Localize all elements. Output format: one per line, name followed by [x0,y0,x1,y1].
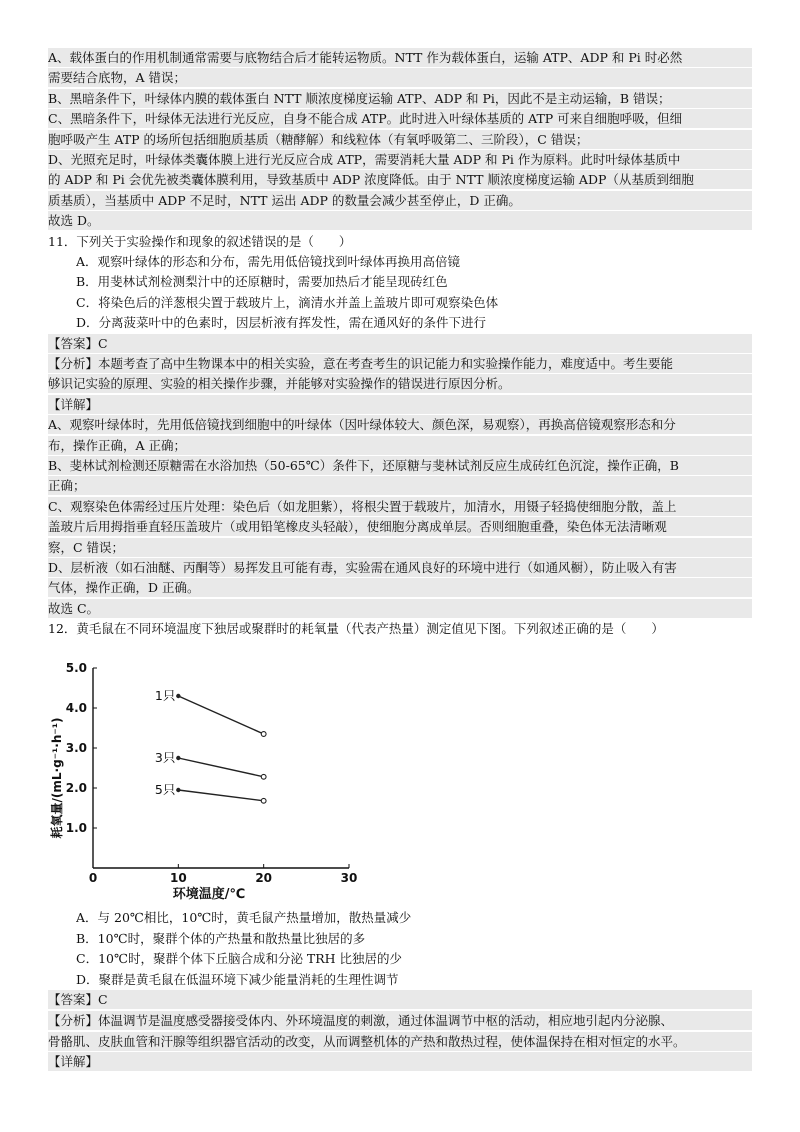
text-line: A、观察叶绿体时，先用低倍镜找到细胞中的叶绿体（因叶绿体较大、颜色深，易观察），再换高倍镜观察形态和分 [48,415,752,434]
y-tick-label: 5.0 [65,661,87,675]
data-point [261,774,266,779]
text-line: B．10℃时，聚群个体的产热量和散热量比独居的多 [76,930,366,946]
series-label: 1只 [154,688,176,703]
text-line: B、斐林试剂检测还原糖需在水浴加热（50-65℃）条件下，还原糖与斐林试剂反应生成砖红色沉淀，操作正确，B [48,456,752,475]
text-line: 故选 C。 [48,599,752,618]
text-line: 盖玻片后用拇指垂直轻压盖玻片（或用铅笔橡皮头轻敲），使细胞分离成单层。否则细胞重叠，染色体无法清晰观 [48,517,752,536]
text-line: 12．黄毛鼠在不同环境温度下独居或聚群时的耗氧量（代表产热量）测定值见下图。下列叙述正确的是（ ） [48,621,664,637]
series-label: 5只 [154,782,176,797]
data-point [261,732,266,737]
series-line [178,790,263,801]
text-line: B、黑暗条件下，叶绿体内膜的载体蛋白 NTT 顺浓度梯度运输 ATP、ADP 和 Pi，因此不是主动运输，B 错误； [48,89,752,108]
x-axis-label: 环境温度/℃ [172,887,246,902]
text-line: 察，C 错误； [48,538,752,557]
y-tick-label: 1.0 [65,821,87,835]
text-line: D．分离菠菜叶中的色素时，因层析液有挥发性，需在通风好的条件下进行 [76,315,487,331]
text-line: 的 ADP 和 Pi 会优先被类囊体膜利用，导致基质中 ADP 浓度降低。由于 NTT 顺浓度梯度运输 ADP（从基质到细胞 [48,170,752,189]
x-tick-label: 10 [169,871,187,885]
y-axis-label: 耗氧量/(mL·g⁻¹·h⁻¹) [50,717,64,839]
series-line [178,758,263,777]
text-line: 故选 D。 [48,211,752,230]
x-tick-label: 30 [340,871,358,885]
text-line: 【答案】C [48,334,752,353]
x-tick-label: 0 [88,871,98,885]
text-line: 胞呼吸产生 ATP 的场所包括细胞质基质（糖酵解）和线粒体（有氧呼吸第二、三阶段），C 错误； [48,130,752,149]
text-line: 11．下列关于实验操作和现象的叙述错误的是（ ） [48,233,352,249]
text-line: D、层析液（如石油醚、丙酮等）易挥发且可能有毒，实验需在通风良好的环境中进行（如通风橱），防止吸入有害 [48,558,752,577]
y-tick-label: 3.0 [65,741,87,755]
text-line: 需要结合底物，A 错误； [48,68,752,87]
series-line [178,696,263,734]
text-line: D、光照充足时，叶绿体类囊体膜上进行光反应合成 ATP，需要消耗大量 ADP 和 Pi 作为原料。此时叶绿体基质中 [48,150,752,169]
text-line: C、观察染色体需经过压片处理：染色后（如龙胆紫），将根尖置于载玻片，加清水，用镊子轻捣使细胞分散，盖上 [48,497,752,516]
chart-svg [48,654,368,904]
text-line: 【详解】 [48,395,752,414]
text-line: D．聚群是黄毛鼠在低温环境下减少能量消耗的生理性调节 [76,971,399,987]
data-point [176,756,180,760]
data-point [176,694,180,698]
text-line: A．与 20℃相比，10℃时，黄毛鼠产热量增加，散热量减少 [76,910,412,925]
text-line: 【分析】体温调节是温度感受器接受体内、外环境温度的刺激，通过体温调节中枢的活动，相应地引起内分泌腺、 [48,1011,752,1030]
data-point [176,788,180,792]
y-tick-label: 2.0 [65,781,87,795]
text-line: C、黑暗条件下，叶绿体无法进行光反应，自身不能合成 ATP。此时进入叶绿体基质的 ATP 可来自细胞呼吸，但细 [48,109,752,128]
text-line: 【答案】C [48,990,752,1009]
text-line: 正确； [48,476,752,495]
text-line: 够识记实验的原理、实验的相关操作步骤，并能够对实验操作的错误进行原因分析。 [48,374,752,393]
text-line: A．观察叶绿体的形态和分布，需先用低倍镜找到叶绿体再换用高倍镜 [76,254,461,269]
oxygen-consumption-chart [48,654,368,904]
text-line: 【详解】 [48,1052,752,1071]
y-tick-label: 4.0 [65,701,87,715]
text-line: 质基质），当基质中 ADP 不足时，NTT 运出 ADP 的数量会减少甚至停止，D 正确。 [48,191,752,210]
text-line: 骨骼肌、皮肤血管和汗腺等组织器官活动的改变，从而调整机体的产热和散热过程，使体温保持在相对恒定的水平。 [48,1032,752,1051]
text-line: 【分析】本题考查了高中生物课本中的相关实验，意在考查考生的识记能力和实验操作能力，难度适中。考生要能 [48,354,752,373]
text-line: C．10℃时，聚群个体下丘脑合成和分泌 TRH 比独居的少 [76,951,403,967]
text-line: 布，操作正确，A 正确； [48,436,752,455]
text-line: C．将染色后的洋葱根尖置于载玻片上，滴清水并盖上盖玻片即可观察染色体 [76,294,499,310]
text-line: A、载体蛋白的作用机制通常需要与底物结合后才能转运物质。NTT 作为载体蛋白，运输 ATP、ADP 和 Pi 时必然 [48,48,752,67]
x-tick-label: 20 [255,871,273,885]
data-point [261,798,266,803]
text-line: B．用斐林试剂检测梨汁中的还原糖时，需要加热后才能呈现砖红色 [76,274,448,290]
text-line: 气体，操作正确，D 正确。 [48,578,752,597]
series-label: 3只 [154,750,176,765]
